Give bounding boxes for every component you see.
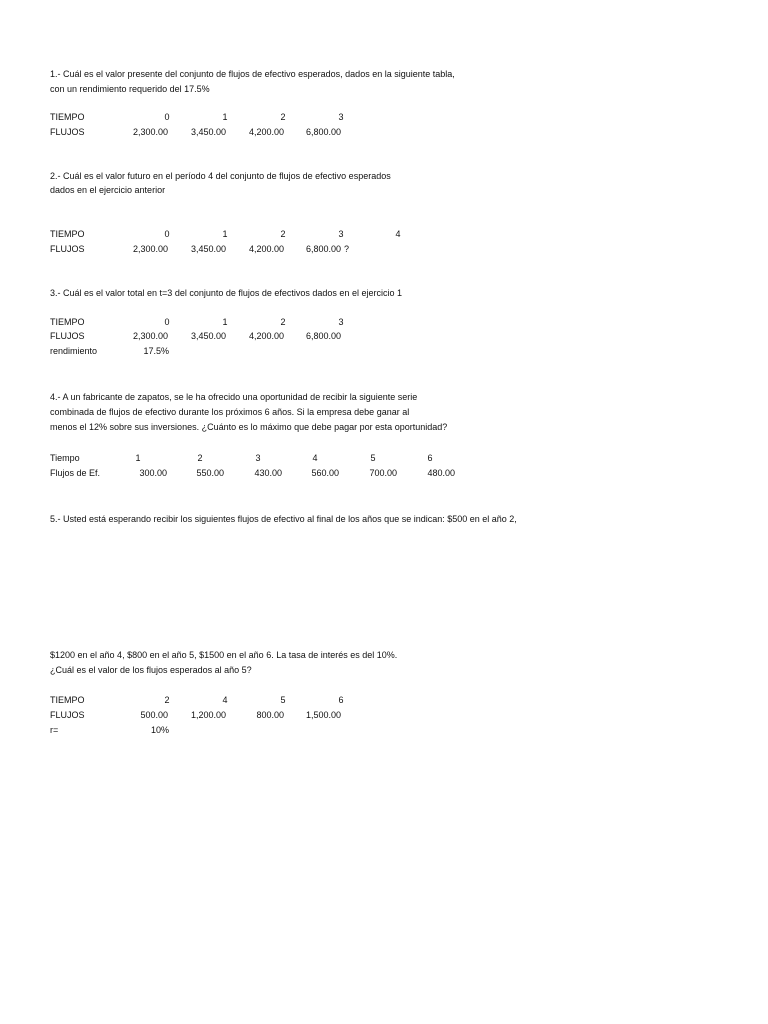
ex2-tiempo-3: 3 [338, 229, 344, 239]
ex2-unknown-value: ? [344, 244, 350, 254]
ex5-rate-label: r= [50, 725, 59, 735]
ex3-question-line-1: 3.- Cuál es el valor total en t=3 del conjunto de flujos de efectivos dados en el ejercicio 1 [50, 288, 402, 298]
ex1-flujos-label: FLUJOS [50, 127, 85, 137]
ex5-question-line-3: ¿Cuál es el valor de los flujos esperados al año 5? [50, 665, 252, 675]
ex2-flujos-row [0, 243, 768, 255]
ex1-flujo-1: 3,450.00 [190, 127, 226, 137]
ex4-flujo-2: 430.00 [254, 468, 282, 478]
ex5-rate-value: 10% [150, 725, 169, 735]
ex2-tiempo-4: 4 [395, 229, 401, 239]
ex3-tiempo-0: 0 [164, 317, 170, 327]
ex4-tiempo-3: 4 [312, 453, 318, 463]
ex5-flujo-2: 800.00 [256, 710, 284, 720]
ex5-tiempo-0: 2 [164, 695, 170, 705]
ex2-flujo-2: 4,200.00 [248, 244, 284, 254]
ex4-flujo-5: 480.00 [427, 468, 455, 478]
ex5-tiempo-3: 6 [338, 695, 344, 705]
ex5-flujos-row [0, 709, 768, 721]
ex3-rendimiento-value: 17.5% [143, 346, 169, 356]
ex1-flujos-row [0, 126, 768, 138]
ex4-flujo-3: 560.00 [311, 468, 339, 478]
ex1-question-line-2: con un rendimiento requerido del 17.5% [50, 84, 210, 94]
ex2-flujo-3: 6,800.00 [305, 244, 341, 254]
ex4-question-line-2: combinada de flujos de efectivo durante los próximos 6 años. Si la empresa debe ganar al [50, 407, 410, 417]
ex3-flujo-1: 3,450.00 [190, 331, 226, 341]
ex2-tiempo-label: TIEMPO [50, 229, 85, 239]
ex4-tiempo-label: Tiempo [50, 453, 80, 463]
ex4-question-line-3: menos el 12% sobre sus inversiones. ¿Cuánto es lo máximo que debe pagar por esta oportunidad? [50, 422, 448, 432]
ex1-tiempo-row [0, 111, 768, 123]
ex3-tiempo-row [0, 316, 768, 328]
ex1-tiempo-3: 3 [338, 112, 344, 122]
ex2-question-line-2: dados en el ejercicio anterior [50, 185, 166, 195]
ex1-tiempo-2: 2 [280, 112, 286, 122]
ex4-flujo-1: 550.00 [196, 468, 224, 478]
ex1-flujo-2: 4,200.00 [248, 127, 284, 137]
ex1-flujo-0: 2,300.00 [132, 127, 168, 137]
ex4-flujo-4: 700.00 [369, 468, 397, 478]
ex4-tiempo-4: 5 [370, 453, 376, 463]
ex3-rendimiento-label: rendimiento [50, 346, 98, 356]
ex4-tiempo-row [0, 452, 768, 464]
ex2-tiempo-2: 2 [280, 229, 286, 239]
ex1-tiempo-1: 1 [222, 112, 228, 122]
ex5-flujos-label: FLUJOS [50, 710, 85, 720]
ex3-tiempo-label: TIEMPO [50, 317, 85, 327]
ex3-flujo-3: 6,800.00 [305, 331, 341, 341]
ex2-flujo-1: 3,450.00 [190, 244, 226, 254]
ex5-rate-row [0, 724, 768, 736]
ex5-tiempo-label: TIEMPO [50, 695, 85, 705]
ex5-flujo-0: 500.00 [140, 710, 168, 720]
ex5-question-line-2: $1200 en el año 4, $800 en el año 5, $1500 en el año 6. La tasa de interés es del 10%. [50, 650, 398, 660]
ex5-question-line-1: 5.- Usted está esperando recibir los siguientes flujos de efectivo al final de los años que se indican: $500 en el año 2, [50, 514, 517, 524]
ex4-tiempo-1: 2 [197, 453, 203, 463]
ex1-tiempo-0: 0 [164, 112, 170, 122]
ex2-tiempo-1: 1 [222, 229, 228, 239]
ex5-flujo-1: 1,200.00 [190, 710, 226, 720]
ex4-question-line-1: 4.- A un fabricante de zapatos, se le ha ofrecido una oportunidad de recibir la siguiente serie [50, 392, 418, 402]
ex2-flujos-label: FLUJOS [50, 244, 85, 254]
ex3-flujo-0: 2,300.00 [132, 331, 168, 341]
ex2-question-line-1: 2.- Cuál es el valor futuro en el período 4 del conjunto de flujos de efectivo esperados [50, 171, 391, 181]
ex5-tiempo-2: 5 [280, 695, 286, 705]
ex1-question-line-1: 1.- Cuál es el valor presente del conjunto de flujos de efectivo esperados, dados en la siguiente tabla, [50, 69, 455, 79]
ex2-tiempo-row [0, 228, 768, 240]
ex2-tiempo-0: 0 [164, 229, 170, 239]
ex3-flujos-label: FLUJOS [50, 331, 85, 341]
ex5-flujo-3: 1,500.00 [305, 710, 341, 720]
ex4-tiempo-0: 1 [135, 453, 141, 463]
ex5-tiempo-row [0, 694, 768, 706]
ex2-flujo-0: 2,300.00 [132, 244, 168, 254]
ex4-flujos-label: Flujos de Ef. [50, 468, 101, 478]
ex5-tiempo-1: 4 [222, 695, 228, 705]
ex3-tiempo-1: 1 [222, 317, 228, 327]
ex3-tiempo-3: 3 [338, 317, 344, 327]
ex3-flujo-2: 4,200.00 [248, 331, 284, 341]
ex4-tiempo-2: 3 [255, 453, 261, 463]
ex3-tiempo-2: 2 [280, 317, 286, 327]
ex1-tiempo-label: TIEMPO [50, 112, 85, 122]
ex3-rendimiento-row [0, 345, 768, 357]
ex4-flujos-row [0, 467, 768, 479]
ex4-flujo-0: 300.00 [139, 468, 167, 478]
ex4-tiempo-5: 6 [427, 453, 433, 463]
ex1-flujo-3: 6,800.00 [305, 127, 341, 137]
ex3-flujos-row [0, 330, 768, 342]
